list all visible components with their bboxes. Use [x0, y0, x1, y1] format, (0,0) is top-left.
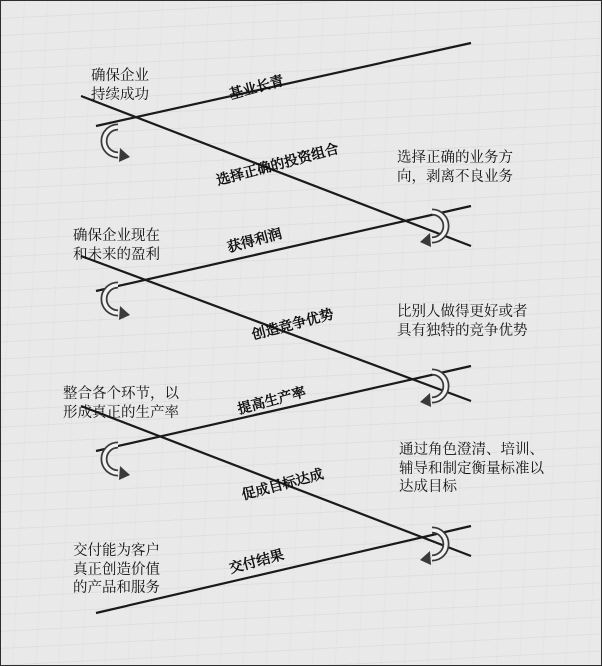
goal-left-4: 交付能为客户 真正创造价值 的产品和服务 — [73, 543, 160, 597]
band-label-6: 促成目标达成 — [240, 466, 326, 504]
curved-arrow-icon — [104, 445, 130, 480]
curved-arrow-icon — [104, 285, 130, 320]
goal-left-1: 确保企业 持续成功 — [91, 68, 149, 103]
band-label-4: 创造竞争优势 — [250, 306, 336, 344]
goal-right-3: 通过角色澄清、培训、 辅导和制定衡量标准以 达成目标 — [399, 442, 544, 496]
band-label-3: 获得利润 — [225, 226, 284, 257]
goal-right-2: 比别人做得更好或者 具有独特的竞争优势 — [397, 304, 528, 339]
band-label-1: 基业长青 — [227, 73, 286, 104]
goal-right-1: 选择正确的业务方 向，剥离不良业务 — [397, 150, 513, 185]
goal-left-2: 确保企业现在 和未来的盈利 — [73, 228, 160, 263]
band-label-5: 提高生产率 — [235, 384, 308, 418]
goal-left-3: 整合各个环节，以 形成真正的生产率 — [63, 386, 179, 421]
curved-arrow-icon — [104, 127, 130, 162]
band-label-2: 选择正确的投资组合 — [214, 140, 341, 190]
band-label-7: 交付结果 — [227, 547, 286, 578]
